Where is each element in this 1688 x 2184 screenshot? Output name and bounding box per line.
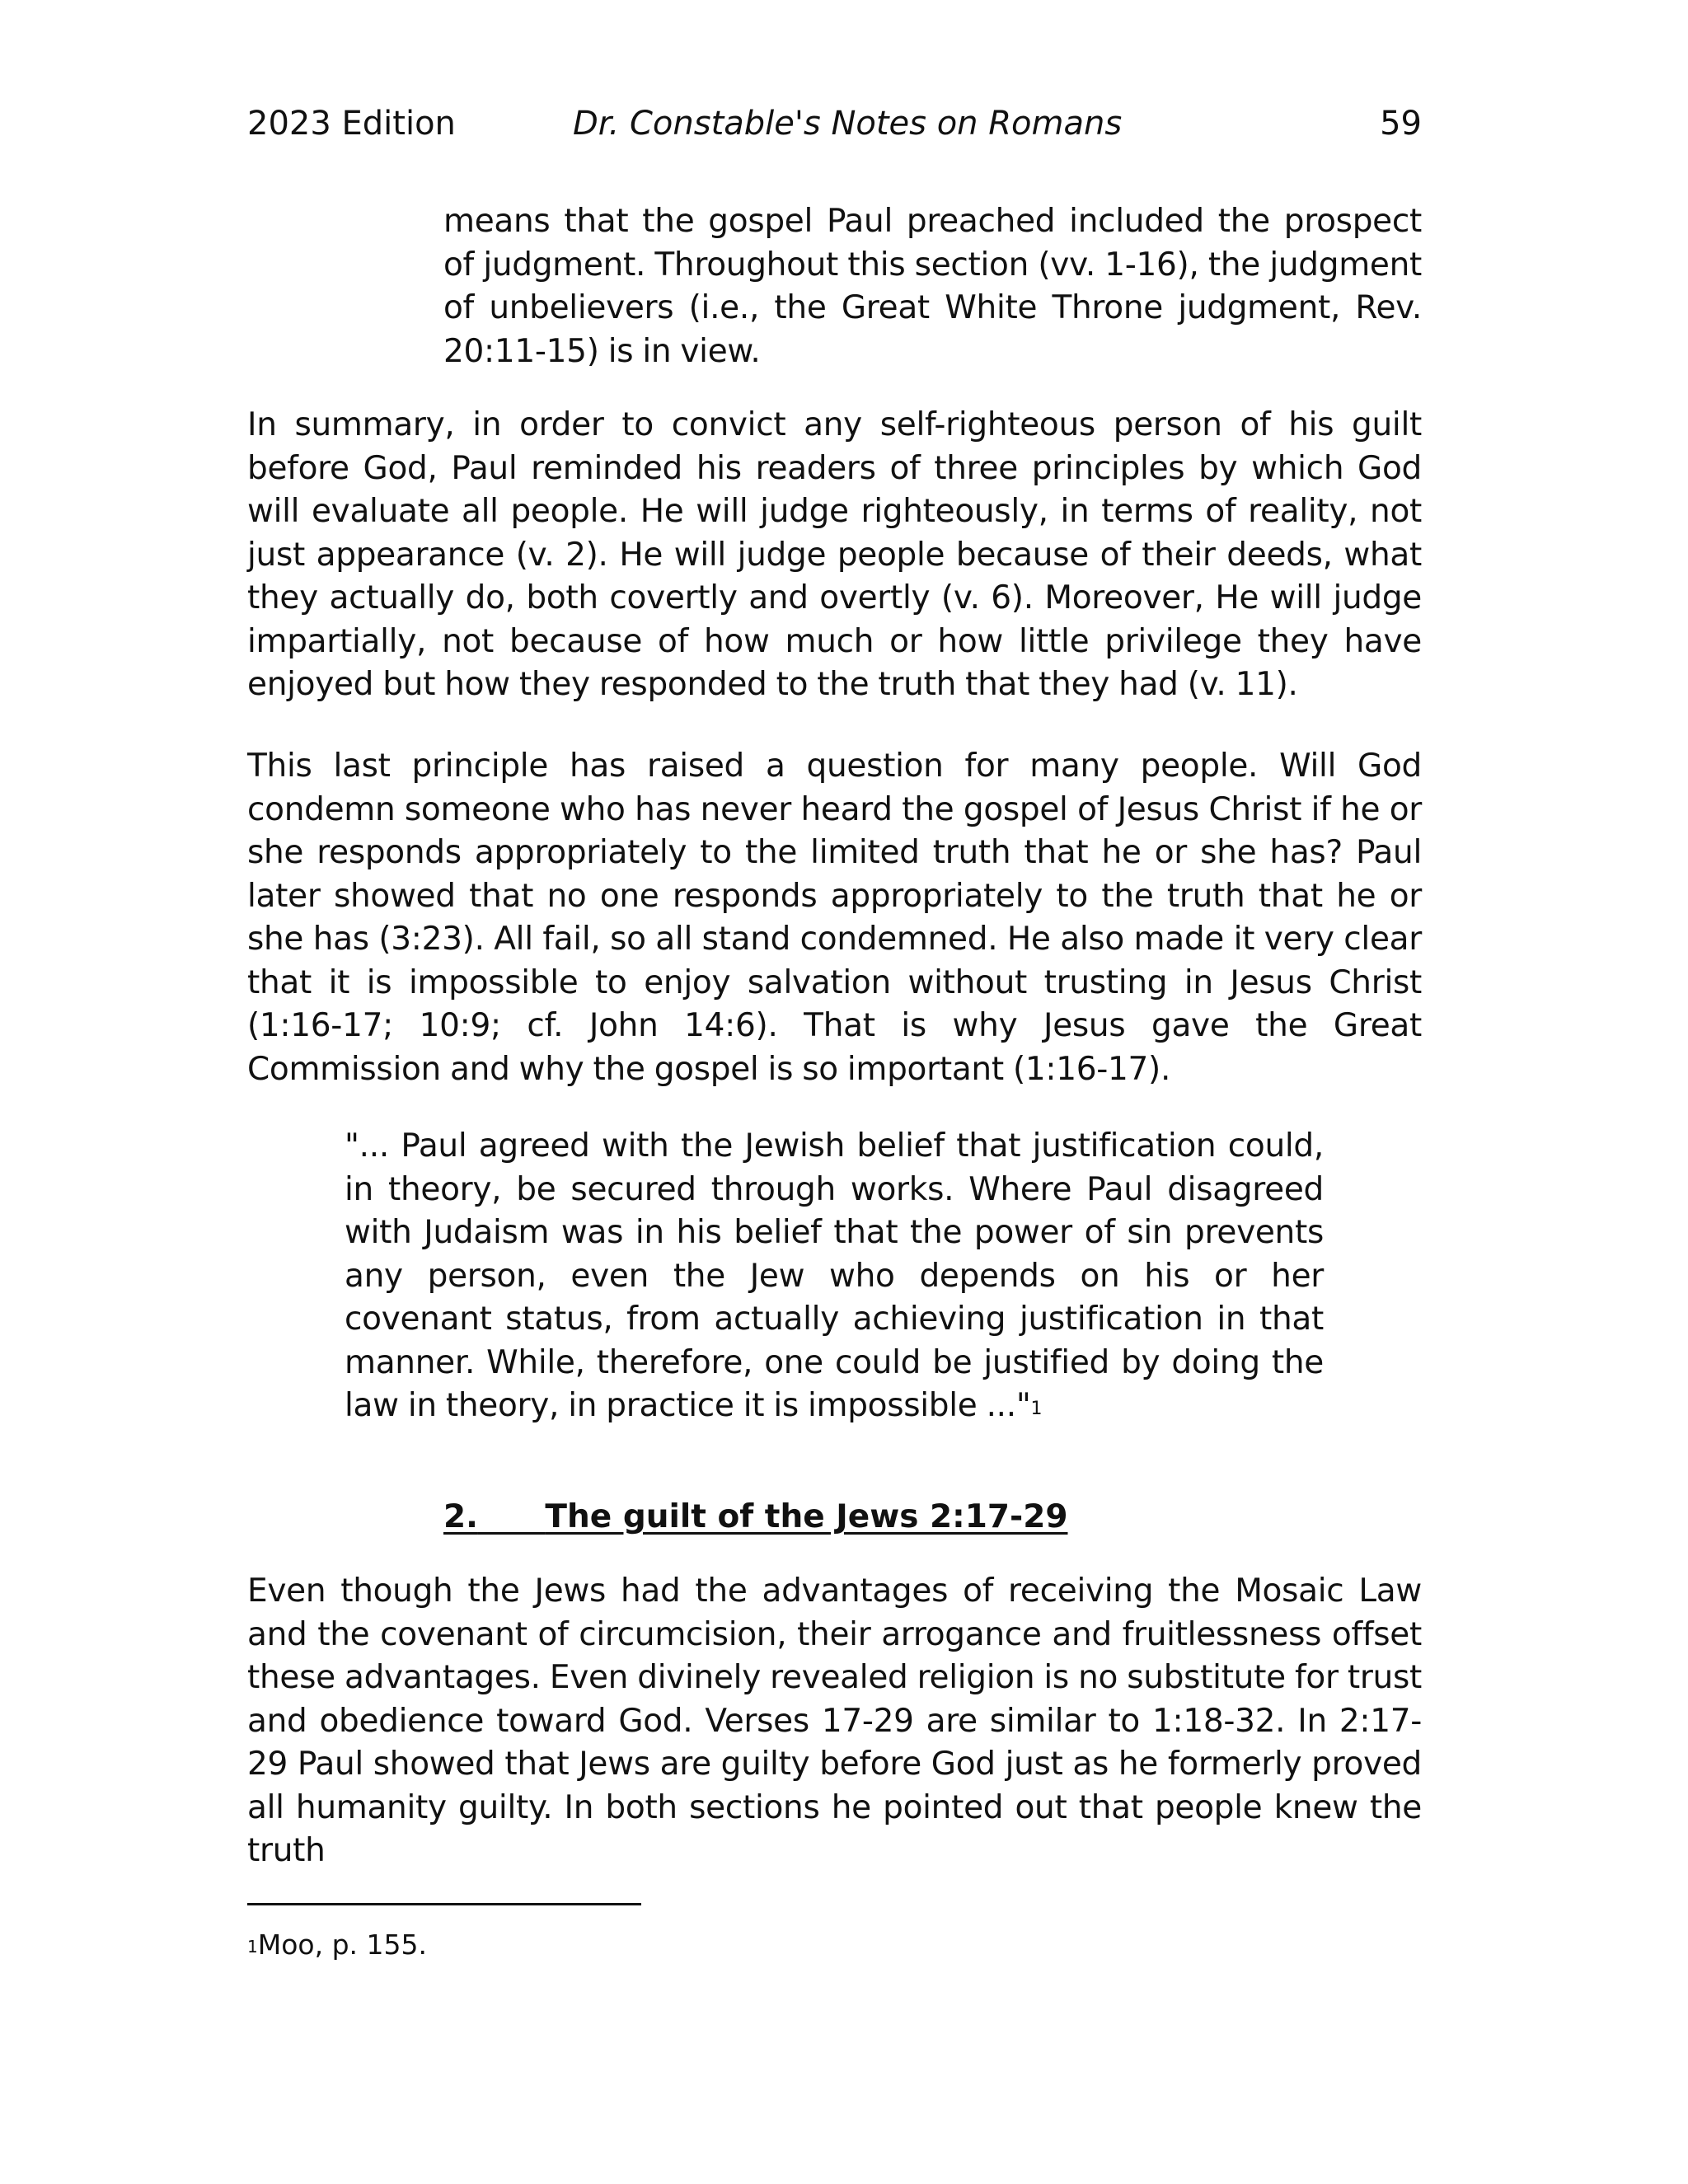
section-number: 2. (443, 1498, 478, 1535)
page-number: 59 (1380, 105, 1422, 143)
quote-text: "... Paul agreed with the Jewish belief that justification could, in theory, be secured through works. Where Paul disagreed with Judaism was in his belief that the power of sin prevents any person, even the Jew who depends on his or her covenant status, from actually achieving justification in that manner. While, therefore, one could be justified by doing the law in theory, in practice it is impossible ..." (345, 1127, 1324, 1424)
section-heading (443, 1496, 1067, 1539)
footnote-reference[interactable]: 1 (1030, 1399, 1043, 1419)
edition-label: 2023 Edition (247, 105, 456, 143)
book-title: Dr. Constable's Notes on Romans (573, 105, 1123, 143)
section-title: The guilt of the Jews 2:17-29 (545, 1498, 1068, 1535)
last-principle-paragraph: This last principle has raised a question for many people. Will God condemn someone who has never heard the gospel of Jesus Christ if he or she responds appropriately to the limited truth that he or she has? Paul later showed that no one responds appropriately to the truth that he or she has (3:23). All fail, so all stand condemned. He also made it very clear that it is impossible to enjoy salvation without trusting in Jesus Christ (1:16-17; 10:9; cf. John 14:6). That is why Jesus gave the Great Commission and why the gospel is so important (1:16-17). (247, 748, 1422, 1088)
document-page (247, 0, 1422, 2184)
jews-section-paragraph: Even though the Jews had the advantages of receiving the Mosaic Law and the covenant of circumcision, their arrogance and fruitlessness offset these advantages. Even divinely revealed religion is no substitute for trust and obedience toward God. Verses 17-29 are similar to 1:18-32. In 2:17-29 Paul showed that Jews are guilty before God just as he formerly proved all humanity guilty. In both sections he pointed out that people knew the truth (247, 1572, 1422, 1869)
summary-paragraph: In summary, in order to convict any self-righteous person of his guilt before God, Paul reminded his readers of three principles by which God will evaluate all people. He will judge righteously, in terms of reality, not just appearance (v. 2). He will judge people because of their deeds, what they actually do, both covertly and overtly (v. 6). Moreover, He will judge impartially, not because of how much or how little privilege they have enjoyed but how they responded to the truth that they had (v. 11). (247, 406, 1422, 703)
footnote-text: Moo, p. 155. (257, 1929, 427, 1961)
block-quote (345, 1125, 1324, 1428)
running-header (247, 101, 1422, 147)
footnote (247, 1926, 427, 1964)
indented-continuation-paragraph: means that the gospel Paul preached included the prospect of judgment. Throughout this section (vv. 1-16), the judgment of unbelievers (i.e., the Great White Throne judgment, Rev. 20:11-15) is in view. (443, 203, 1422, 370)
footnote-divider (247, 1903, 641, 1905)
footnote-marker: 1 (247, 1937, 258, 1957)
